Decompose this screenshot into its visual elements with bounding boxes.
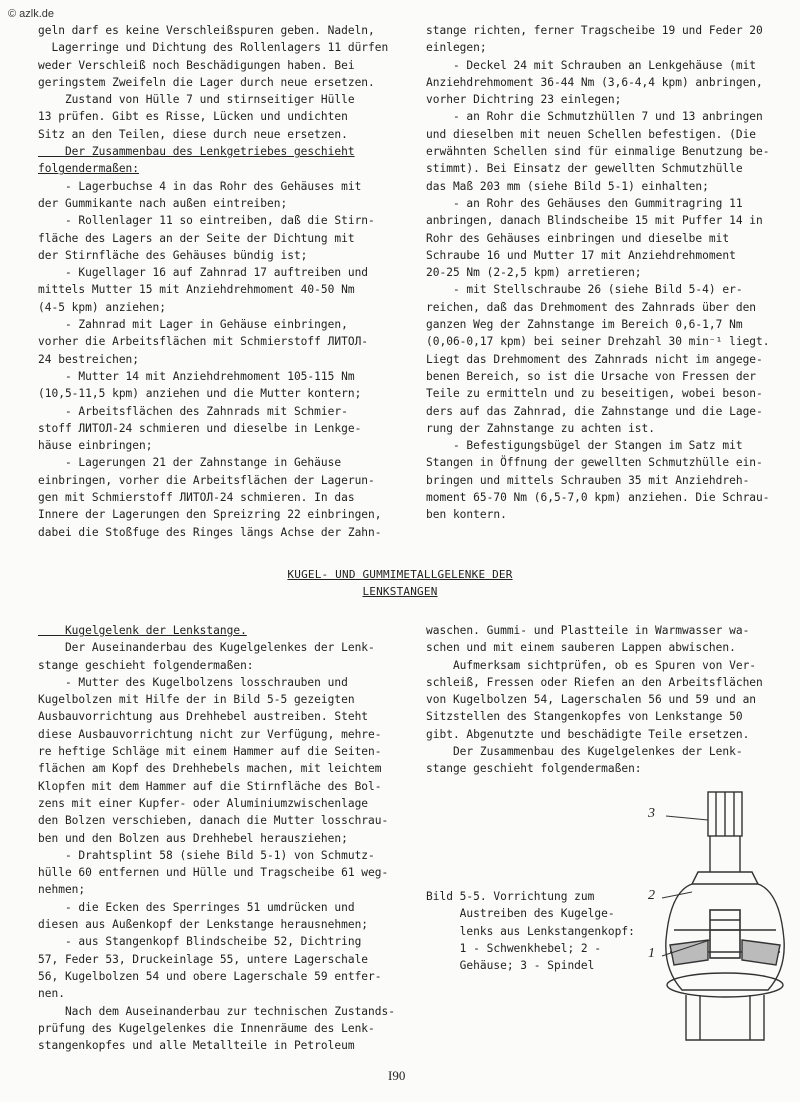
top-right-line: erwähnten Schellen sind für einmalige Benutzung be- <box>426 145 770 159</box>
top-right-line: stimmt). Bei Einsatz der gewellten Schmutzhülle <box>426 162 743 176</box>
bottom-left-line: zens mit einer Kupfer- oder Aluminiumzwischenlage <box>38 796 369 810</box>
top-right-line: das Maß 203 mm (siehe Bild 5-1) einhalten; <box>426 179 709 193</box>
top-left-line: fläche des Lagers an der Seite der Dichtung mit <box>38 231 355 245</box>
housing-lower <box>686 995 764 1040</box>
bottom-left-line: diesen aus Außenkopf der Lenkstange herausnehmen; <box>38 918 369 932</box>
top-left-line: geln darf es keine Verschleißspuren geben. Nadeln, <box>38 24 375 37</box>
top-right-line: Liegt das Drehmoment des Zahnrads nicht im angege- <box>426 352 763 366</box>
top-right-line: 20-25 Nm (2-2,5 kpm) arretieren; <box>426 266 642 280</box>
top-right-line: Stangen in Öffnung der gewellten Schmutzhülle ein- <box>426 456 763 470</box>
top-right-line: ganzen Weg der Zahnstange im Bereich 0,6-1,7 Nm <box>426 318 743 332</box>
bottom-right-line: Aufmerksam sichtprüfen, ob es Spuren von Ver- <box>426 658 757 672</box>
top-right-line: Schraube 16 und Mutter 17 mit Anziehdrehmoment <box>426 248 736 262</box>
top-right-line: - Deckel 24 mit Schrauben an Lenkgehäuse (mit <box>426 58 757 72</box>
section-heading-line-2: LENKSTANGEN <box>362 585 438 598</box>
top-left-line: mittels Mutter 15 mit Anziehdrehmoment 40-50 Nm <box>38 283 355 297</box>
top-right-line: - an Rohr des Gehäuses den Gummitragring 11 <box>426 196 743 210</box>
top-left-line: häuse einbringen; <box>38 439 153 453</box>
bottom-left-line: hülle 60 entfernen und Hülle und Tragscheibe 61 weg- <box>38 866 389 880</box>
top-left-line: vorher die Arbeitsflächen mit Schmierstoff ЛИТОЛ- <box>38 335 369 349</box>
top-left-line: der Stirnfläche des Gehäuses bündig ist; <box>38 248 308 262</box>
swing-lever-left <box>670 940 708 965</box>
bottom-right-line: stange geschieht folgendermaßen: <box>426 762 642 776</box>
top-right-line: anbringen, danach Blindscheibe 15 mit Puffer 14 in <box>426 214 763 228</box>
top-right-line: rung der Zahnstange zu achten ist. <box>426 421 656 435</box>
bottom-left-line: diese Ausbauvorrichtung nicht zur Verfügung, mehre- <box>38 727 382 741</box>
text-column-top-right <box>426 22 796 524</box>
bottom-left-line: nen. <box>38 987 65 1001</box>
housing-top <box>692 872 758 884</box>
caption-line: Austreiben des Kugelge- <box>426 907 615 921</box>
top-left-line: gen mit Schmierstoff ЛИТОЛ-24 schmieren. In das <box>38 491 355 505</box>
top-right-line: Rohr des Gehäuses einbringen und dieselbe mit <box>426 231 730 245</box>
top-right-line: - mit Stellschraube 26 (siehe Bild 5-4) er- <box>426 283 743 297</box>
top-left-line: (10,5-11,5 kpm) anziehen und die Mutter kontern; <box>38 387 362 401</box>
bottom-right-line: von Kugelbolzen 54, Lagerschalen 56 und 59 und an <box>426 693 757 707</box>
puller-drawing <box>630 780 790 1080</box>
top-left-line: dabei die Stoßfuge des Ringes längs Achse der Zahn- <box>38 525 382 539</box>
top-left-line: Innere der Lagerungen den Spreizring 22 einbringen, <box>38 508 382 522</box>
text-column-top-left <box>38 22 403 541</box>
bottom-left-line: Klopfen mit dem Hammer auf die Stirnfläche des Bol- <box>38 779 382 793</box>
bottom-left-line: Ausbauvorrichtung aus Drehhebel austreiben. Steht <box>38 710 369 724</box>
top-right-line: benen Bereich, so ist die Ursache von Fressen der <box>426 369 757 383</box>
top-left-line: - Arbeitsflächen des Zahnrads mit Schmier- <box>38 404 348 418</box>
bottom-left-line: den Bolzen verschieben, danach die Mutter losschrau- <box>38 814 389 828</box>
top-right-line: Anziehdrehmoment 36-44 Nm (3,6-4,4 kpm) anbringen, <box>426 75 763 89</box>
top-right-line: vorher Dichtring 23 einlegen; <box>426 93 622 107</box>
top-left-line: Sitz an den Teilen, diese durch neue ersetzen. <box>38 127 348 141</box>
bottom-left-line: - Drahtsplint 58 (siehe Bild 5-1) von Schmutz- <box>38 848 375 862</box>
figure-label-2: 2 <box>648 888 655 903</box>
bottom-left-line: flächen am Kopf des Drehhebels machen, mit leichtem <box>38 762 382 776</box>
spindle-shaft <box>710 836 740 872</box>
bottom-right-line: Der Zusammenbau des Kugelgelenkes der Lenk- <box>426 745 743 759</box>
figure-label-1: 1 <box>648 946 655 961</box>
watermark: © azlk.de <box>8 8 55 20</box>
top-right-line: stange richten, ferner Tragscheibe 19 und Feder 20 <box>426 24 763 37</box>
top-right-line: Teile zu ermitteln und zu beseitigen, wobei beson- <box>426 387 763 401</box>
top-right-line: moment 65-70 Nm (6,5-7,0 kpm) anziehen. Die Schrau- <box>426 491 770 505</box>
bottom-left-line: - aus Stangenkopf Blindscheibe 52, Dichtring <box>38 935 362 949</box>
top-left-line: - Kugellager 16 auf Zahnrad 17 auftreiben und <box>38 266 369 280</box>
top-right-line: ders auf das Zahnrad, die Zahnstange und die Lage- <box>426 404 763 418</box>
top-left-line: einbringen, vorher die Arbeitsflächen der Lagerun- <box>38 473 375 487</box>
top-left-line: 24 bestreichen; <box>38 352 140 366</box>
ball-pin <box>710 910 740 958</box>
top-left-line: folgendermaßen: <box>38 162 140 176</box>
top-left-line: geringstem Zweifeln die Lager durch neue ersetzen. <box>38 75 375 89</box>
top-right-line: reichen, daß das Drehmoment des Zahnrads über den <box>426 300 757 314</box>
top-right-line: einlegen; <box>426 41 487 55</box>
bottom-left-line: re heftige Schläge mit einem Hammer auf die Seiten- <box>38 745 382 759</box>
bottom-right-line: waschen. Gummi- und Plastteile in Warmwasser wa- <box>426 624 750 637</box>
top-left-line: weder Verschleiß noch Beschädigungen haben. Bei <box>38 58 355 72</box>
bottom-left-line: Kugelgelenk der Lenkstange. <box>38 624 247 637</box>
bottom-right-line: schen und mit einem sauberen Lappen abwischen. <box>426 641 736 655</box>
bottom-left-line: Nach dem Auseinanderbau zur technischen Zustands- <box>38 1004 395 1018</box>
bottom-left-line: prüfung des Kugelgelenkes die Innenräume des Lenk- <box>38 1021 375 1035</box>
bottom-left-line: Der Auseinanderbau des Kugelgelenkes der Lenk- <box>38 641 375 655</box>
top-left-line: (4-5 kpm) anziehen; <box>38 300 166 314</box>
top-left-line: Der Zusammenbau des Lenkgetriebes geschieht <box>38 145 355 159</box>
caption-line: 1 - Schwenkhebel; 2 - <box>426 941 602 955</box>
bottom-left-line: ben und den Bolzen aus Drehhebel herausziehen; <box>38 831 348 845</box>
figure-ball-joint-puller <box>630 780 790 1080</box>
caption-line: Gehäuse; 3 - Spindel <box>426 959 595 973</box>
top-right-line: - an Rohr die Schmutzhüllen 7 und 13 anbringen <box>426 110 763 124</box>
top-left-line: der Gummikante nach außen eintreiben; <box>38 196 288 210</box>
housing-body <box>666 884 784 990</box>
top-right-line: - Befestigungsbügel der Stangen im Satz mit <box>426 439 743 453</box>
top-left-line: - Zahnrad mit Lager in Gehäuse einbringen, <box>38 318 348 332</box>
bottom-right-line: Sitzstellen des Stangenkopfes von Lenkstange 50 <box>426 710 743 724</box>
top-left-line: - Mutter 14 mit Anziehdrehmoment 105-115 Nm <box>38 369 355 383</box>
top-left-line: - Lagerbuchse 4 in das Rohr des Gehäuses mit <box>38 179 362 193</box>
caption-line: lenks aus Lenkstangenkopf: <box>426 924 635 938</box>
page-number: I90 <box>388 1068 406 1083</box>
section-heading: KUGEL- UND GUMMIMETALLGELENKE DER <box>287 568 513 581</box>
bottom-left-line: nehmen; <box>38 883 86 897</box>
bottom-right-line: gibt. Abgenutzte und beschädigte Teile ersetzen. <box>426 727 750 741</box>
figure-label-3: 3 <box>648 806 655 821</box>
top-left-line: Lagerringe und Dichtung des Rollenlagers 11 dürfen <box>38 41 389 55</box>
top-right-line: (0,06-0,17 kpm) bei seiner Drehzahl 30 min⁻¹ liegt. <box>426 335 770 349</box>
bottom-left-line: stangenkopfes und alle Metallteile in Petroleum <box>38 1039 355 1053</box>
text-column-bottom-right <box>426 622 796 778</box>
top-right-line: ben kontern. <box>426 508 507 522</box>
bottom-left-line: - Mutter des Kugelbolzens losschrauben und <box>38 675 348 689</box>
figure-caption <box>426 888 635 974</box>
bottom-left-line: stange geschieht folgendermaßen: <box>38 658 254 672</box>
bottom-left-line: 57, Feder 53, Druckeinlage 55, untere Lagerschale <box>38 952 369 966</box>
top-left-line: Zustand von Hülle 7 und stirnseitiger Hülle <box>38 93 355 107</box>
text-column-bottom-left <box>38 622 410 1054</box>
swing-lever-right <box>742 940 780 965</box>
bottom-left-line: - die Ecken des Sperringes 51 umdrücken und <box>38 900 355 914</box>
caption-line: Bild 5-5. Vorrichtung zum <box>426 890 595 903</box>
bottom-left-line: Kugelbolzen mit Hilfe der in Bild 5-5 gezeigten <box>38 693 355 707</box>
top-right-line: und dieselben mit neuen Schellen befestigen. (Die <box>426 127 757 141</box>
top-left-line: - Rollenlager 11 so eintreiben, daß die Stirn- <box>38 214 375 228</box>
top-left-line: - Lagerungen 21 der Zahnstange in Gehäuse <box>38 456 342 470</box>
bottom-left-line: 56, Kugelbolzen 54 und obere Lagerschale 59 entfer- <box>38 969 382 983</box>
bottom-right-line: schleiß, Fressen oder Riefen an den Arbeitsflächen <box>426 675 763 689</box>
top-left-line: 13 prüfen. Gibt es Risse, Lücken und undichten <box>38 110 348 124</box>
top-right-line: bringen und mittels Schrauben 35 mit Anziehdreh- <box>426 473 750 487</box>
top-left-line: stoff ЛИТОЛ-24 schmieren und dieselbe in Lenkge- <box>38 421 362 435</box>
